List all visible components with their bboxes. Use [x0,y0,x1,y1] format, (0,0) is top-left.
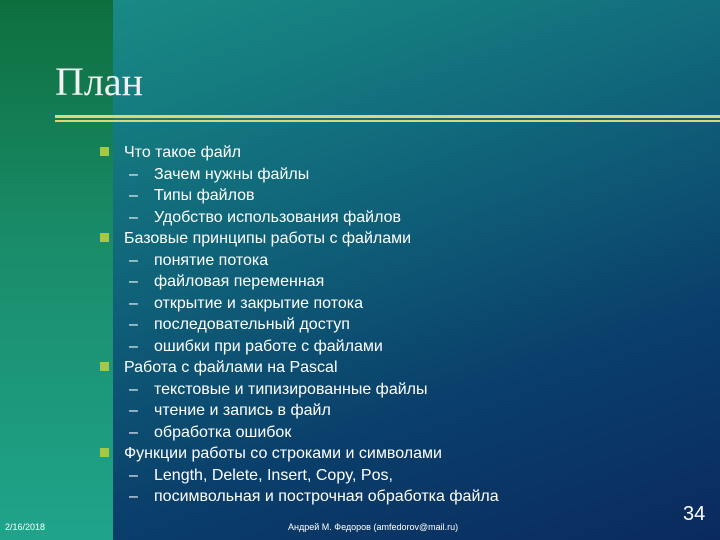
outline-item-text: Функции работы со строками и символами [124,445,442,462]
dash-bullet: – [129,488,138,505]
square-bullet-icon [100,233,109,242]
outline-subitem [98,164,698,186]
dash-bullet: – [129,294,138,312]
page-number: 34 [683,503,706,525]
outline-subitem-text: Типы файлов [154,187,255,204]
outline-subitem [98,185,698,207]
slide-title: План [55,59,144,104]
outline-subitem [98,486,698,508]
square-bullet-icon [100,147,109,156]
footer-date: 2/16/2018 [5,522,46,532]
footer-author: Андрей М. Федоров (amfedorov@mail.ru) [288,522,459,532]
outline-subitem-text: файловая переменная [154,273,325,290]
square-bullet-icon [100,448,109,457]
outline-subitem [98,400,698,422]
title-underline [55,115,720,123]
outline-subitem [98,465,698,487]
outline-item [98,142,698,164]
dash-bullet: – [129,165,138,183]
outline-subitem [98,250,698,272]
dash-bullet: – [129,251,138,269]
dash-bullet: – [129,316,138,333]
dash-bullet: – [129,423,138,441]
outline-subitem-text: последовательный доступ [154,316,350,333]
outline-subitem-text: Зачем нужны файлы [154,165,310,183]
outline-subitem [98,293,698,315]
dash-bullet: – [129,187,138,204]
outline-subitem [98,422,698,444]
outline-subitem-text: текстовые и типизированные файлы [154,380,428,398]
dash-bullet: – [129,466,138,484]
dash-bullet: – [129,402,138,419]
outline-subitem-text: Length, Delete, Insert, Copy, Pos, [154,466,393,484]
outline-subitem [98,336,698,358]
outline-subitem-text: посимвольная и построчная обработка файла [154,488,499,505]
dash-bullet: – [129,380,138,398]
dash-bullet: – [129,273,138,290]
outline-subitem-text: чтение и запись в файл [154,402,331,419]
outline-item [98,357,698,379]
outline-subitem-text: понятие потока [154,251,269,269]
outline-subitem [98,379,698,401]
outline-subitem [98,207,698,229]
outline-subitem [98,314,698,336]
outline-subitem-text: открытие и закрытие потока [154,294,364,312]
title-underline-thick [55,115,720,118]
outline-item [98,228,698,250]
outline-subitem-text: Удобство использования файлов [154,208,402,226]
outline-subitem-text: ошибки при работе с файлами [154,337,383,355]
outline-subitem-text: обработка ошибок [154,423,292,441]
dash-bullet: – [129,208,138,226]
dash-bullet: – [129,337,138,355]
outline-subitem [98,271,698,293]
title-underline-thin [55,120,720,122]
outline-item-text: Работа с файлами на Pascal [124,359,338,376]
square-bullet-icon [100,362,109,371]
outline-item-text: Базовые принципы работы с файлами [124,230,412,247]
slide-outline [98,142,698,508]
outline-item [98,443,698,465]
outline-item-text: Что такое файл [124,144,241,161]
